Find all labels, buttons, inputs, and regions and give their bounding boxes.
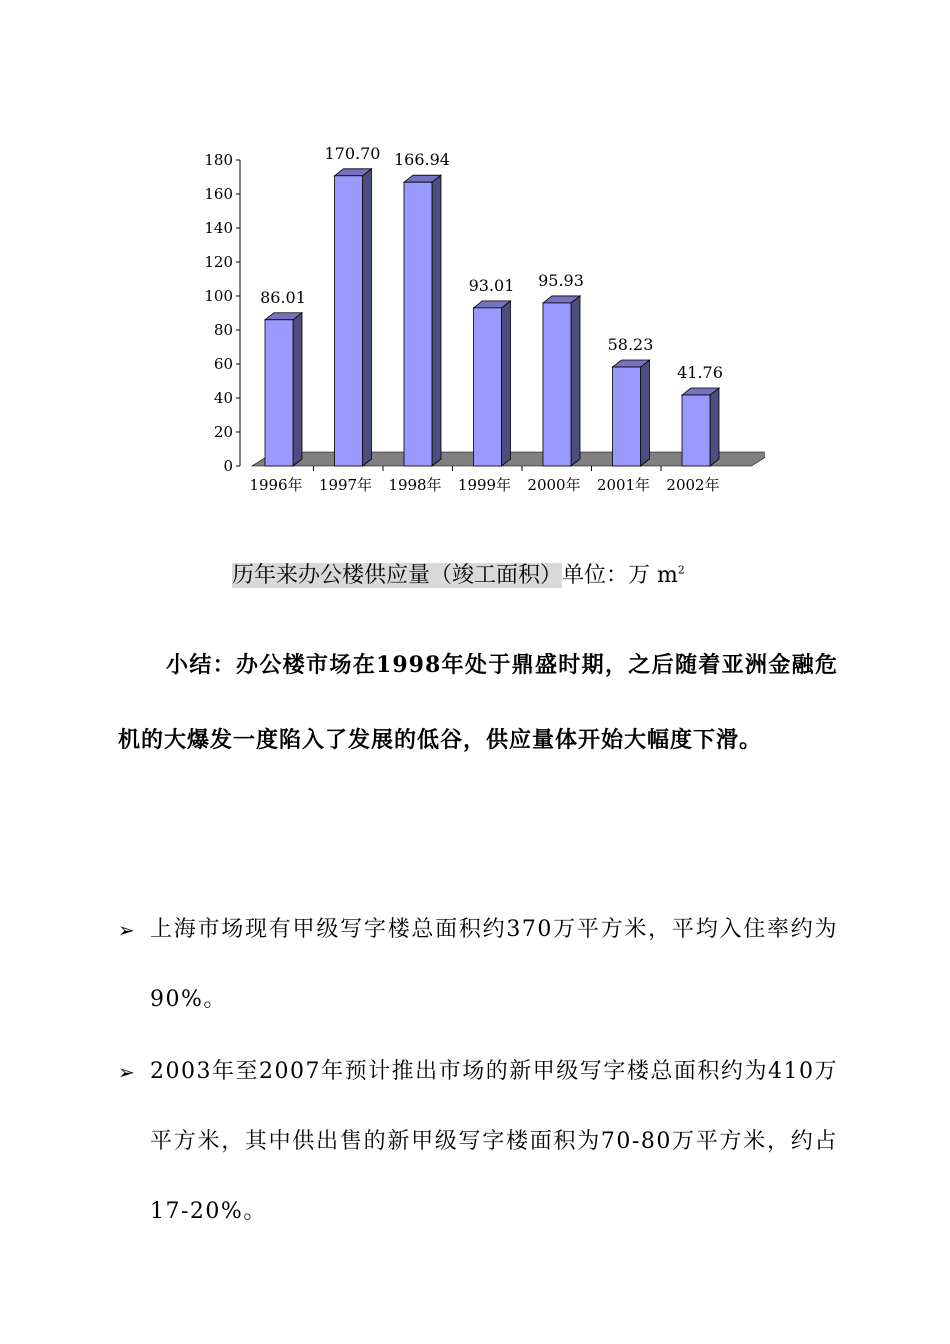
y-tick-label: 160	[204, 185, 233, 203]
x-tick-label: 2002年	[666, 476, 720, 494]
data-label: 170.70	[324, 143, 381, 163]
x-axis	[249, 466, 719, 494]
bullet-item	[118, 1037, 838, 1247]
bar-front	[335, 176, 363, 466]
data-label: 41.76	[677, 363, 723, 383]
bar-front	[404, 182, 432, 466]
bar-2002年	[677, 363, 723, 466]
bar-front	[543, 303, 571, 466]
bar-front	[474, 308, 502, 466]
bar-side	[293, 313, 302, 466]
chart-caption	[232, 558, 685, 589]
caption-unit-superscript: 2	[677, 563, 685, 577]
y-tick-label: 140	[204, 219, 233, 237]
bar-side	[432, 175, 441, 466]
data-label: 95.93	[538, 270, 584, 290]
y-tick-label: 120	[204, 253, 233, 271]
bar-front	[613, 367, 641, 466]
bullet-text: 上海市场现有甲级写字楼总面积约370万平方米，平均入住率约为90%。	[150, 917, 838, 1012]
bar-1996年	[260, 288, 306, 466]
bullet-list	[118, 895, 838, 1249]
bar-front	[682, 395, 710, 466]
x-tick-label: 1997年	[318, 476, 373, 494]
bullet-item	[118, 895, 838, 1035]
bullet-text: 2003年至2007年预计推出市场的新甲级写字楼总面积约为410万平方米，其中供出售的新甲级写字楼面积为70-80万平方米，约占17-20%。	[150, 1059, 838, 1224]
bar-side	[641, 360, 650, 466]
y-tick-label: 100	[204, 287, 233, 305]
caption-title: 历年来办公楼供应量（竣工面积）	[232, 563, 563, 588]
bar-1997年	[325, 144, 381, 466]
arrow-bullet-icon: ➢	[118, 1060, 137, 1084]
x-tick-label: 2000年	[527, 476, 581, 494]
bar-side	[710, 388, 719, 466]
caption-unit: 单位：万 m	[562, 563, 678, 588]
chart-bars	[260, 144, 723, 466]
bar-side	[363, 169, 372, 466]
bar-front	[265, 320, 293, 466]
bar-side	[571, 296, 580, 466]
x-tick-label: 1998年	[388, 476, 442, 494]
y-tick-label: 0	[223, 457, 233, 475]
y-axis	[204, 151, 240, 475]
data-label: 93.01	[468, 275, 515, 295]
y-tick-label: 80	[213, 321, 233, 339]
bar-side	[502, 301, 511, 466]
x-tick-label: 2001年	[596, 476, 651, 494]
y-tick-label: 180	[204, 151, 233, 169]
data-label: 58.23	[607, 335, 654, 355]
bar-2001年	[608, 335, 654, 466]
data-label: 86.01	[260, 287, 306, 307]
data-label: 166.94	[394, 150, 450, 170]
bar-1998年	[394, 150, 450, 466]
y-tick-label: 40	[213, 389, 233, 407]
y-tick-label: 20	[213, 423, 233, 441]
arrow-bullet-icon: ➢	[118, 918, 137, 942]
y-tick-label: 60	[213, 355, 233, 373]
summary-paragraph: 小结：办公楼市场在1998年处于鼎盛时期，之后随着亚洲金融危机的大爆发一度陷入了发展的低谷，供应量体开始大幅度下滑。	[118, 652, 838, 753]
bar-2000年	[538, 271, 584, 466]
supply-bar-chart	[195, 130, 765, 510]
x-tick-label: 1999年	[457, 476, 512, 494]
x-tick-label: 1996年	[249, 476, 303, 494]
bar-1999年	[469, 276, 515, 466]
